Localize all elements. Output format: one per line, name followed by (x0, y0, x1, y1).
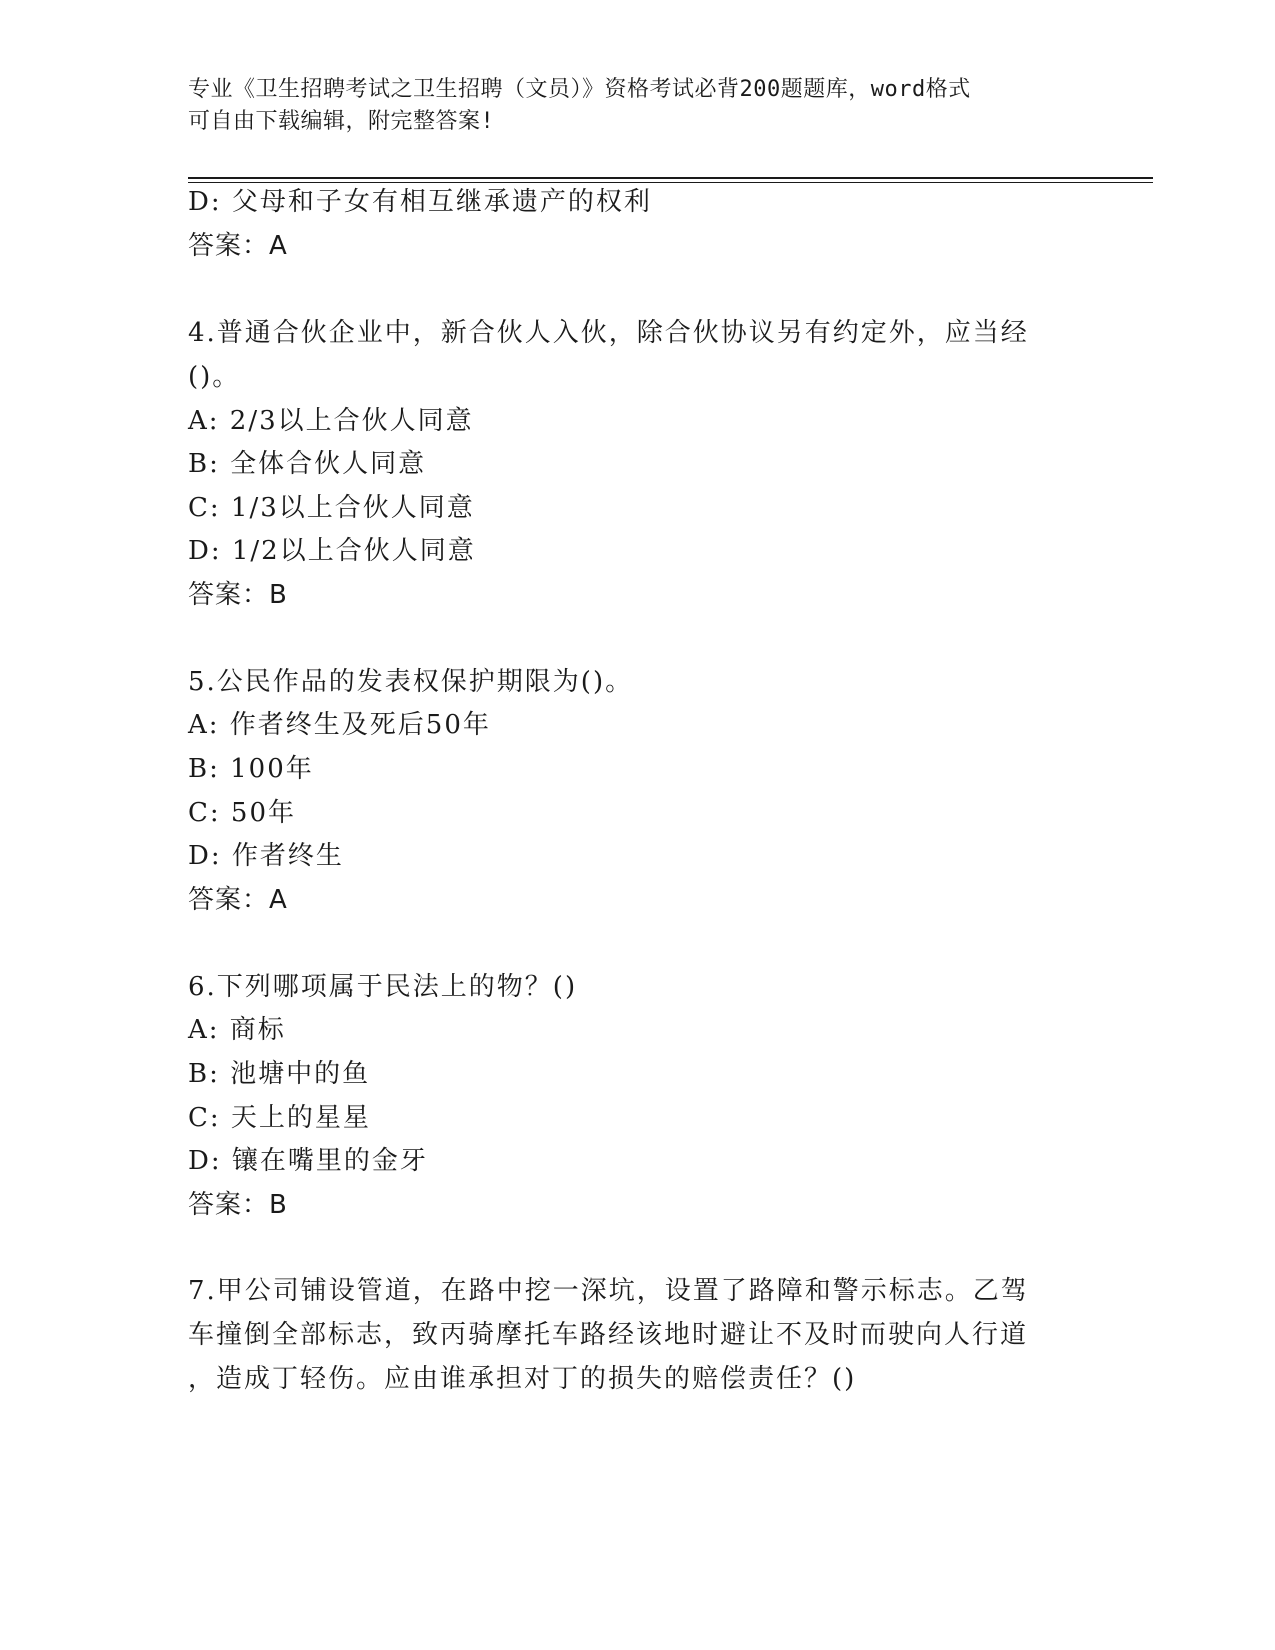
q6-answer: 答案：B (188, 1190, 288, 1220)
q7-stem-line-3: ，造成丁轻伤。应由谁承担对丁的损失的赔偿责任？() (188, 1364, 857, 1394)
q6-option-d: D: 镶在嘴里的金牙 (188, 1146, 428, 1176)
header-divider-thick (188, 177, 1153, 179)
q7-stem-line-2: 车撞倒全部标志，致丙骑摩托车路经该地时避让不及时而驶向人行道 (188, 1320, 1029, 1350)
header-divider-thin (188, 182, 1153, 183)
q6-option-c: C: 天上的星星 (188, 1103, 371, 1133)
q4-option-b: B: 全体合伙人同意 (188, 449, 427, 479)
q6-option-a: A: 商标 (188, 1015, 286, 1045)
q5-answer: 答案：A (188, 885, 288, 915)
document-header (188, 74, 1068, 138)
q4-option-c: C: 1/3以上合伙人同意 (188, 493, 475, 523)
q4-option-d: D: 1/2以上合伙人同意 (188, 536, 476, 566)
q5-stem: 5.公民作品的发表权保护期限为()。 (188, 667, 634, 697)
q4-stem-line-2: ()。 (188, 362, 241, 392)
q4-stem-line-1: 4.普通合伙企业中，新合伙人入伙，除合伙协议另有约定外，应当经 (188, 318, 1029, 348)
q5-option-d: D: 作者终生 (188, 841, 344, 871)
q5-option-c: C: 50年 (188, 798, 297, 828)
q7-stem-line-1: 7.甲公司铺设管道，在路中挖一深坑，设置了路障和警示标志。乙驾 (188, 1276, 1029, 1306)
q6-stem: 6.下列哪项属于民法上的物？() (188, 972, 578, 1002)
q5-option-b: B: 100年 (188, 754, 314, 784)
q3-answer: 答案：A (188, 231, 288, 261)
header-title-line-1: 专业《卫生招聘考试之卫生招聘（文员）》资格考试必背200题题库，word格式 (188, 77, 971, 102)
q6-option-b: B: 池塘中的鱼 (188, 1059, 371, 1089)
q5-option-a: A: 作者终生及死后50年 (188, 710, 491, 740)
q4-answer: 答案：B (188, 580, 288, 610)
header-title-line-2: 可自由下载编辑，附完整答案! (188, 109, 495, 134)
q4-option-a: A: 2/3以上合伙人同意 (188, 406, 474, 436)
q3-option-d: D: 父母和子女有相互继承遗产的权利 (188, 187, 652, 217)
